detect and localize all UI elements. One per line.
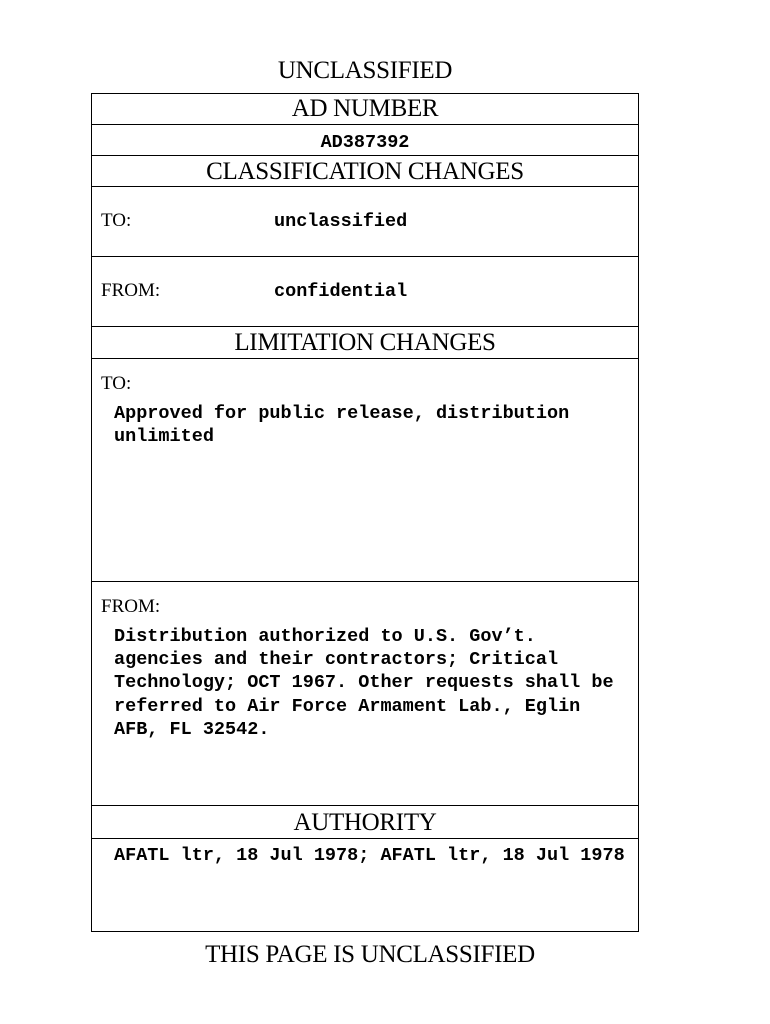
divider [92,256,638,257]
bottom-classification-marking: THIS PAGE IS UNCLASSIFIED [205,941,535,968]
classification-from-label: FROM: [101,280,161,301]
top-classification-marking: UNCLASSIFIED [277,57,453,84]
classification-from-value: confidential [274,281,408,302]
divider [92,124,638,125]
classification-to-label: TO: [101,210,132,231]
limitation-from-label: FROM: [101,596,161,617]
limitation-to-value: Approved for public release, distribution unlimited [114,403,570,448]
divider [92,838,638,839]
divider [92,581,638,582]
authority-heading: AUTHORITY [293,809,437,836]
authority-value: AFATL ltr, 18 Jul 1978; AFATL ltr, 18 Jul 1978 [114,845,625,866]
divider [92,358,638,359]
ad-form [91,93,639,932]
divider [92,326,638,327]
classification-to-value: unclassified [274,211,408,232]
ad-number-value: AD387392 [320,132,410,153]
divider [92,805,638,806]
limitation-from-value: Distribution authorized to U.S. Gov’t. agencies and their contractors; Critical Technology; OCT 1967. Other requests shall be referred to Air Force Armament Lab., Eglin AFB, FL 32542. [114,626,614,740]
classification-changes-heading: CLASSIFICATION CHANGES [206,158,524,185]
divider [92,186,638,187]
limitation-changes-heading: LIMITATION CHANGES [234,329,496,356]
ad-number-heading: AD NUMBER [291,95,439,122]
divider [92,155,638,156]
limitation-to-label: TO: [101,373,132,394]
